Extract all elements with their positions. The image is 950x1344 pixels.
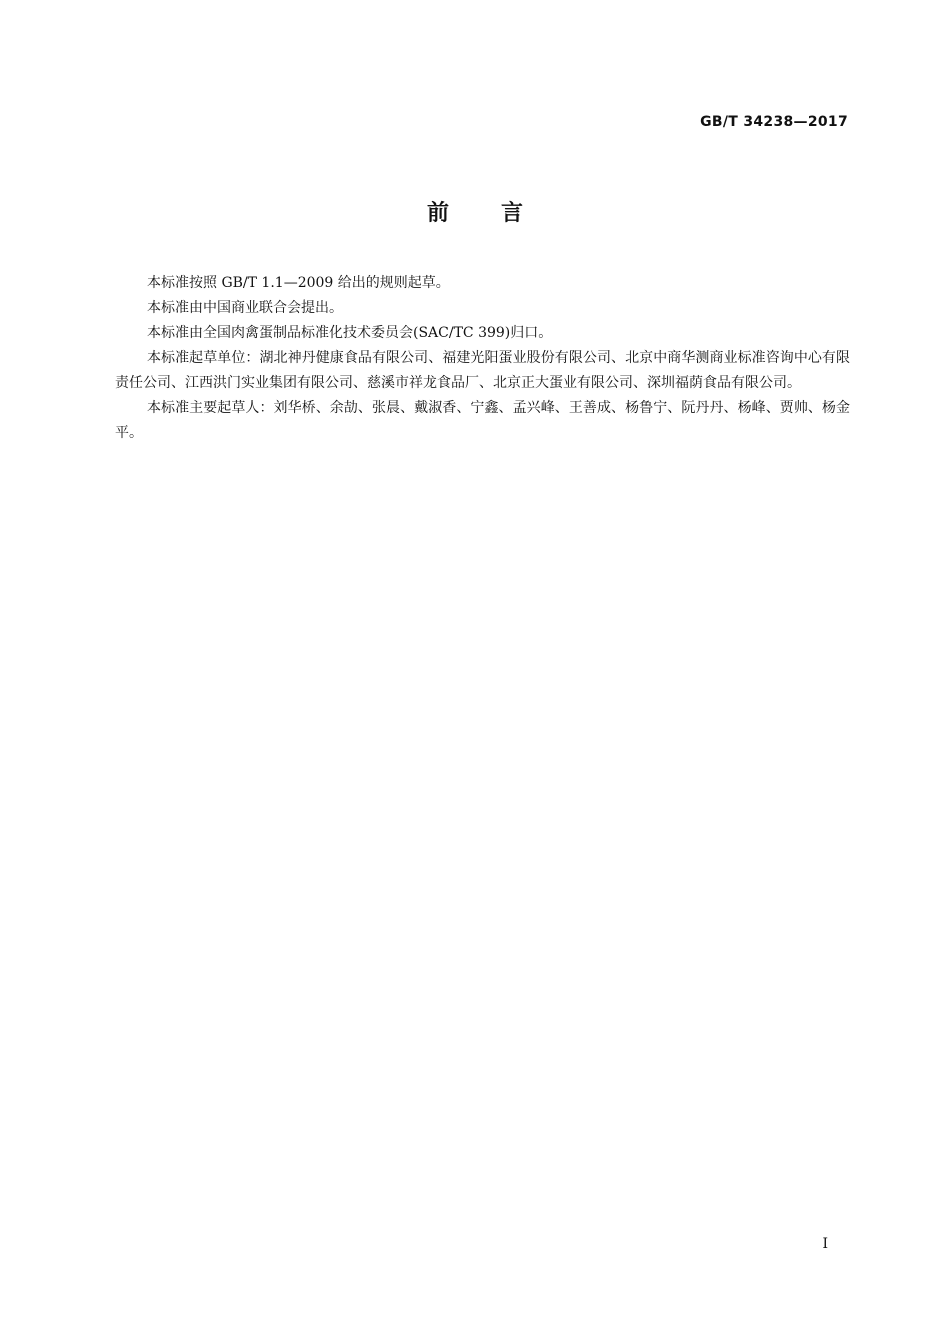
title-char-2: 言 bbox=[501, 201, 524, 226]
title-char-1: 前 bbox=[426, 201, 449, 226]
paragraph-drafting-units: 本标准起草单位：湖北神丹健康食品有限公司、福建光阳蛋业股份有限公司、北京中商华测商业标准咨询中心有限责任公司、江西洪门实业集团有限公司、慈溪市祥龙食品厂、北京正大蛋业有限公司、深圳福荫食品有限公司。 bbox=[115, 350, 850, 391]
page-title bbox=[0, 196, 950, 227]
paragraph-centralized-by: 本标准由全国肉禽蛋制品标准化技术委员会(SAC/TC 399)归口。 bbox=[147, 325, 553, 341]
foreword-body bbox=[115, 271, 850, 446]
page-number: I bbox=[822, 1236, 828, 1252]
standard-code: GB/T 34238—2017 bbox=[700, 114, 848, 130]
paragraph-drafters: 本标准主要起草人：刘华桥、余劼、张晨、戴淑香、宁鑫、孟兴峰、王善成、杨鲁宁、阮丹丹、杨峰、贾帅、杨金平。 bbox=[115, 400, 850, 441]
paragraph-drafting-rules: 本标准按照 GB/T 1.1—2009 给出的规则起草。 bbox=[147, 275, 450, 291]
paragraph-proposer: 本标准由中国商业联合会提出。 bbox=[147, 300, 343, 316]
